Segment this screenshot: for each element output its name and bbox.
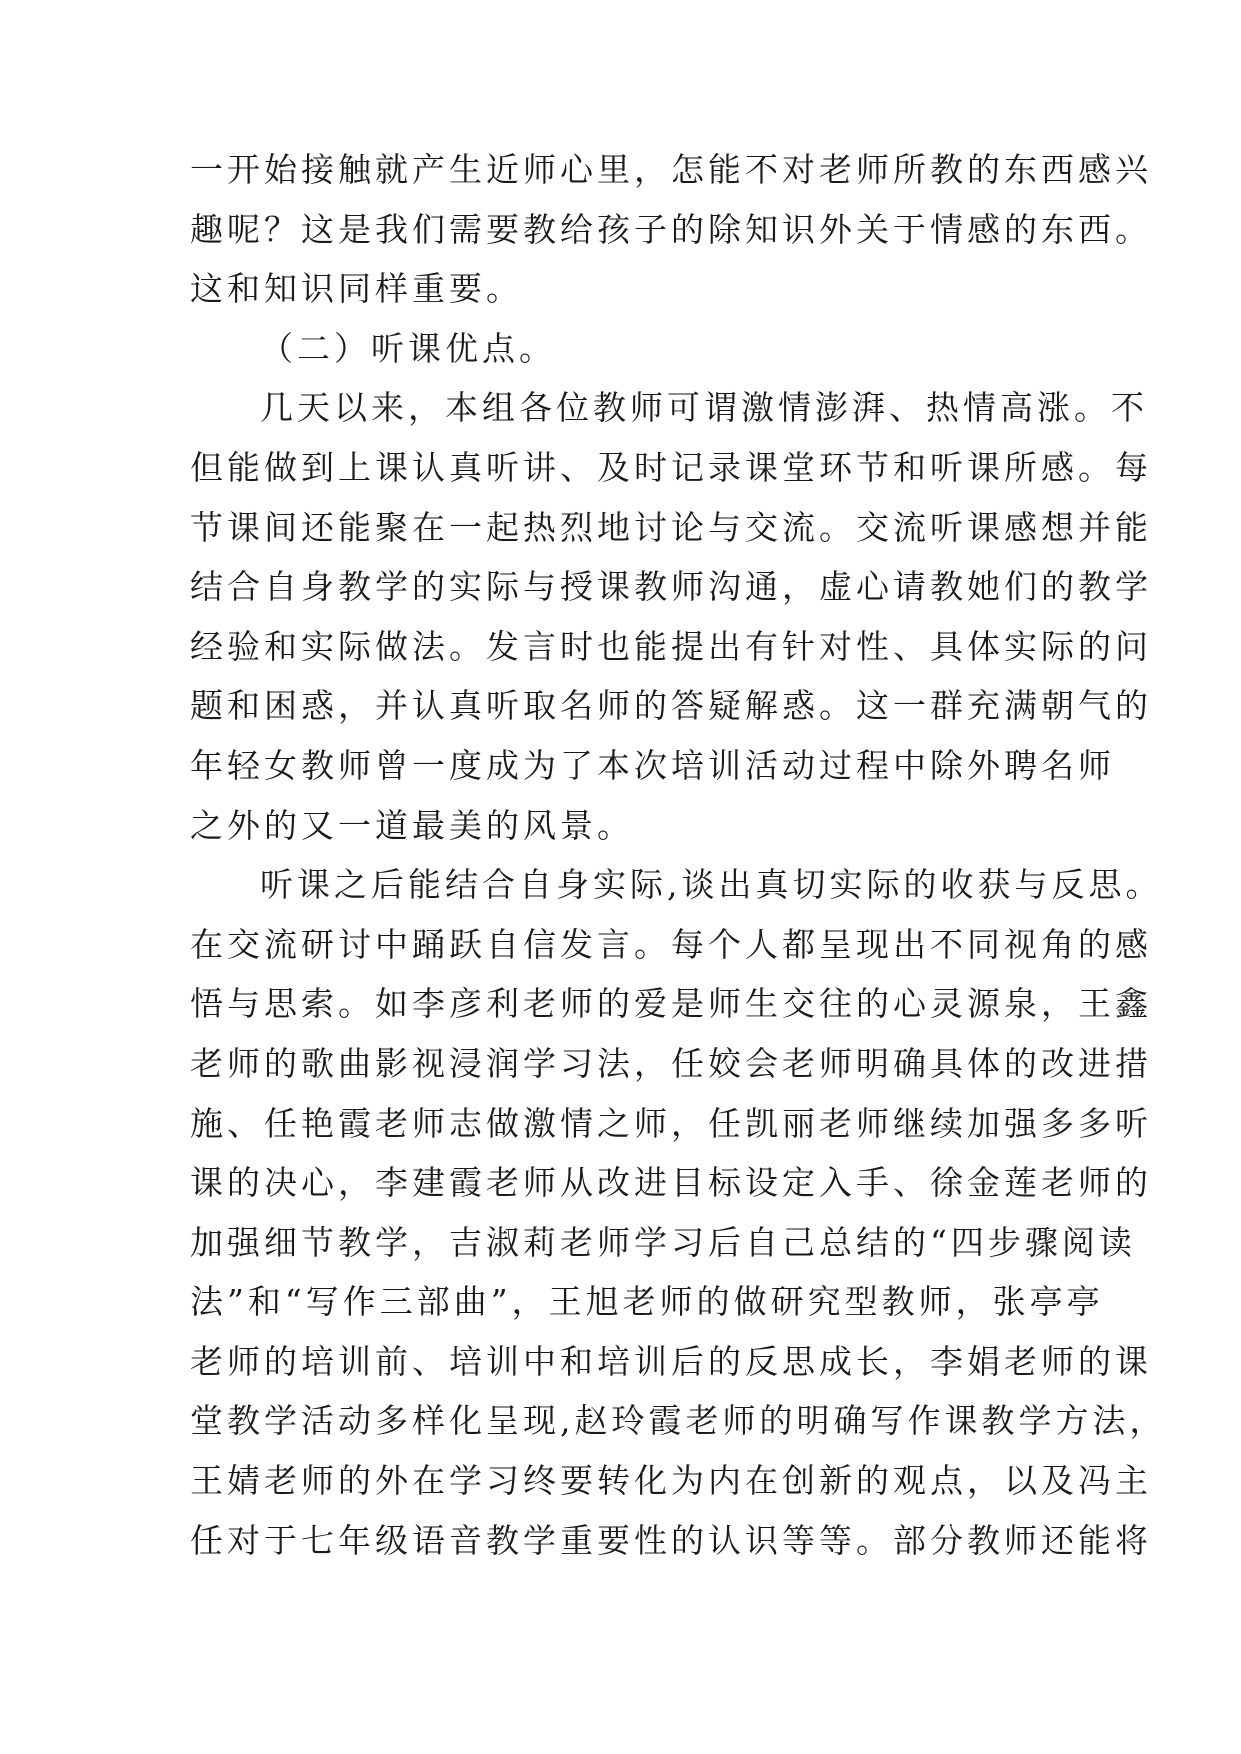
text-line: 堂教学活动多样化呈现,赵玲霞老师的明确写作课教学方法， (190, 1401, 1167, 1441)
text-line: 一开始接触就产生近师心里，怎能不对老师所教的东西感兴 (190, 150, 1152, 189)
text-line: 加强细节教学，吉淑莉老师学习后自己总结的“四步骤阅读 (190, 1222, 1136, 1262)
text-line: 王婧老师的外在学习终要转化为内在创新的观点，以及冯主 (190, 1461, 1152, 1501)
text-line: 之外的又一道最美的风景。 (190, 805, 634, 845)
text-line: 题和困惑，并认真听取名师的答疑解惑。这一群充满朝气的 (190, 686, 1152, 726)
text-line: 法”和“写作三部曲”，王旭老师的做研究型教师，张亭亭 (190, 1282, 1104, 1322)
text-line: 年轻女教师曾一度成为了本次培训活动过程中除外聘名师 (190, 745, 1115, 785)
text-line: 老师的歌曲影视浸润学习法，任姣会老师明确具体的改进措 (190, 1043, 1152, 1083)
text-line: 这和知识同样重要。 (190, 269, 523, 309)
text-line: 听课之后能结合自身实际,谈出真切实际的收获与反思。 (260, 865, 1163, 905)
section-heading: （二）听课优点。 (260, 328, 556, 368)
text-line: 节课间还能聚在一起热烈地讨论与交流。交流听课感想并能 (190, 507, 1152, 547)
text-line: 经验和实际做法。发言时也能提出有针对性、具体实际的问 (190, 626, 1152, 666)
text-line: 在交流研讨中踊跃自信发言。每个人都呈现出不同视角的感 (190, 924, 1152, 964)
text-line: 施、任艳霞老师志做激情之师，任凯丽老师继续加强多多听 (190, 1103, 1152, 1143)
text-line: 老师的培训前、培训中和培训后的反思成长，李娟老师的课 (190, 1341, 1152, 1381)
text-line: 趣呢？这是我们需要教给孩子的除知识外关于情感的东西。 (190, 209, 1152, 249)
text-line: 课的决心，李建霞老师从改进目标设定入手、徐金莲老师的 (190, 1163, 1152, 1203)
text-line: 结合自身教学的实际与授课教师沟通，虚心请教她们的教学 (190, 567, 1152, 607)
text-line: 几天以来，本组各位教师可谓激情澎湃、热情高涨。不 (260, 388, 1148, 428)
text-line: 但能做到上课认真听讲、及时记录课堂环节和听课所感。每 (190, 447, 1152, 487)
text-line: 悟与思索。如李彦利老师的爱是师生交往的心灵源泉，王鑫 (190, 984, 1152, 1024)
document-body (190, 140, 1167, 1570)
text-line: 任对于七年级语音教学重要性的认识等等。部分教师还能将 (190, 1520, 1152, 1560)
